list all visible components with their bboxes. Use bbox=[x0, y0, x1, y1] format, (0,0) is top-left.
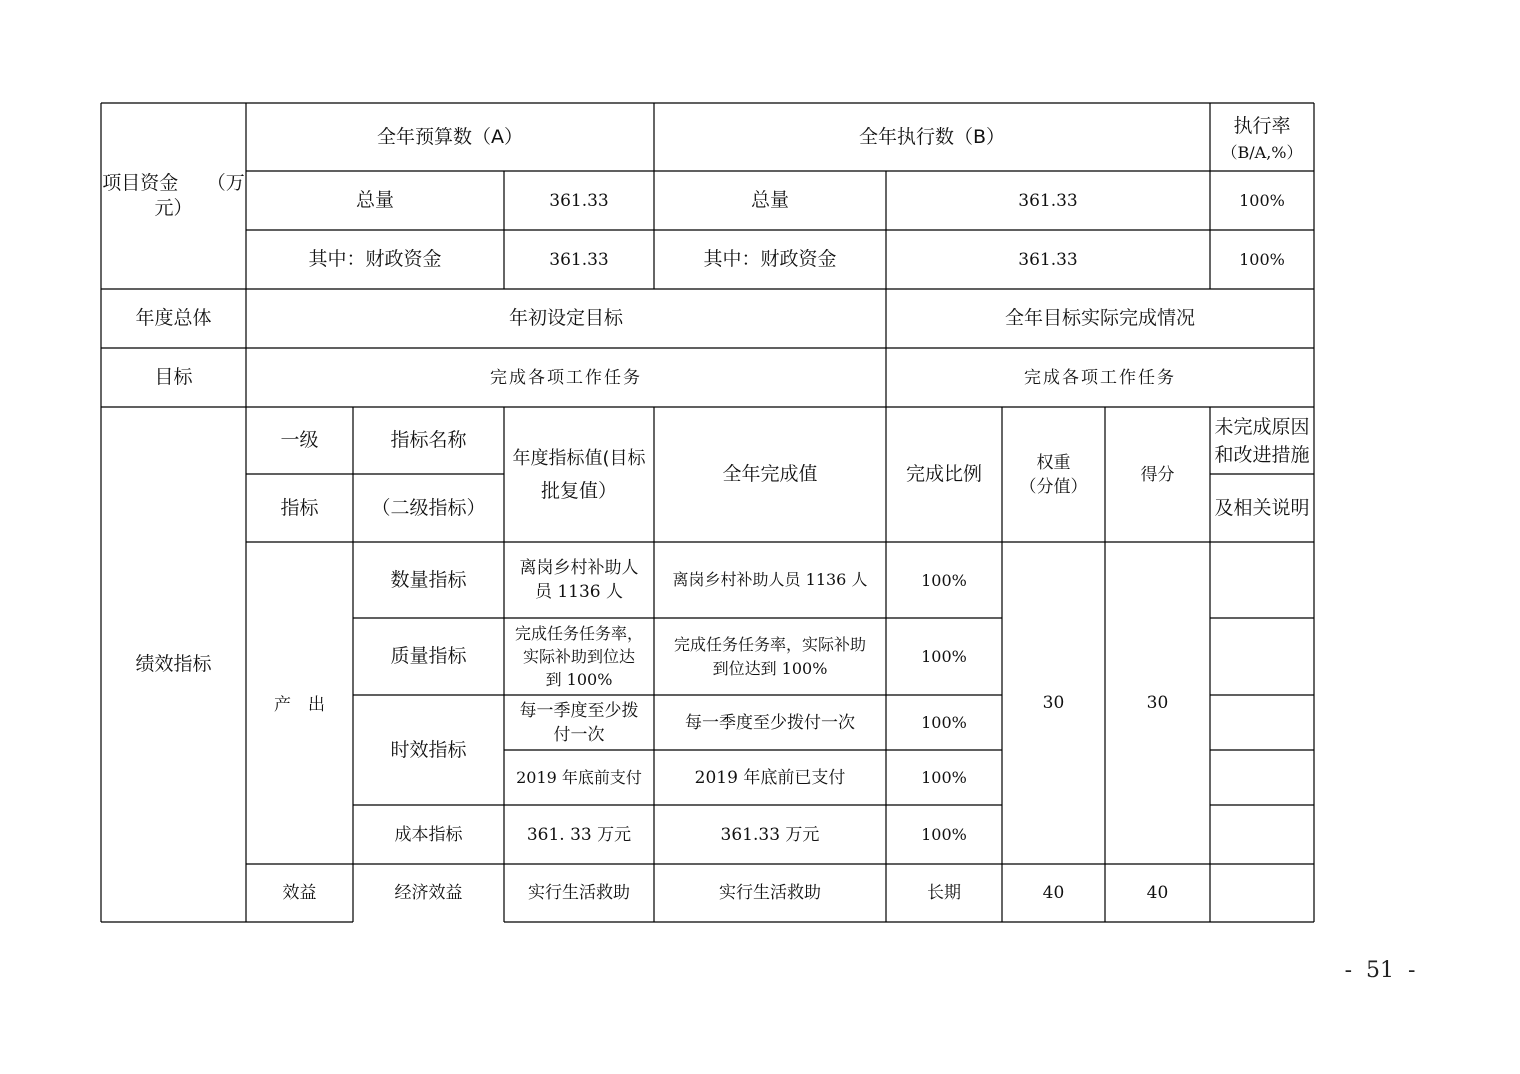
output-score-value: 30 bbox=[1146, 693, 1169, 713]
reason-header-top bbox=[1210, 407, 1314, 474]
performance-label: 绩效指标 bbox=[135, 653, 212, 675]
level1-header-line2: 指标 bbox=[280, 496, 319, 519]
weight-header bbox=[1002, 407, 1105, 542]
actual-goal-value: 完成各项工作任务 bbox=[1024, 367, 1176, 388]
timeliness-completion-2: 2019 年底前已支付 bbox=[694, 767, 846, 788]
target-value-header bbox=[504, 407, 654, 542]
quantity-ratio: 100% bbox=[921, 570, 967, 590]
benefit-target: 实行生活救助 bbox=[528, 883, 630, 903]
reason-header-line1: 未完成原因 bbox=[1214, 415, 1310, 438]
ratio-header: 完成比例 bbox=[905, 463, 982, 485]
total-execution-label: 总量 bbox=[750, 189, 789, 211]
timeliness-completion-1: 每一季度至少拨付一次 bbox=[685, 712, 855, 733]
quantity-target-line2: 员 1136 人 bbox=[534, 582, 624, 602]
quality-ratio: 100% bbox=[921, 647, 967, 666]
timeliness-target-1 bbox=[504, 695, 654, 750]
target-value-header-line2: 批复值） bbox=[540, 479, 617, 502]
total-execution-value: 361.33 bbox=[1018, 190, 1078, 211]
benefit-ratio: 长期 bbox=[927, 883, 961, 903]
quantity-completion: 离岗乡村补助人员 1136 人 bbox=[672, 570, 868, 589]
project-funds-label-line1: 项目资金 （万 bbox=[102, 172, 245, 194]
quality-target-line2: 实际补助到位达 bbox=[522, 647, 635, 666]
benefit-level1-label: 效益 bbox=[282, 883, 317, 903]
quality-indicator-name: 质量指标 bbox=[390, 645, 467, 667]
cost-indicator-name: 成本指标 bbox=[394, 824, 463, 845]
output-level1-label: 产 出 bbox=[274, 695, 325, 715]
output-weight-value: 30 bbox=[1042, 693, 1065, 713]
timeliness-ratio-2: 100% bbox=[921, 768, 967, 787]
rate-header bbox=[1210, 103, 1314, 171]
reason-header-line2: 和改进措施 bbox=[1214, 443, 1310, 466]
total-budget-value: 361.33 bbox=[549, 190, 609, 211]
benefit-weight: 40 bbox=[1042, 883, 1065, 903]
project-funds-label-line2: 元） bbox=[154, 197, 193, 219]
quality-completion-line2: 到位达到 100% bbox=[712, 658, 828, 678]
page-number: - 51 - bbox=[1344, 957, 1416, 983]
actual-goal-header: 全年目标实际完成情况 bbox=[1004, 307, 1195, 329]
initial-goal-header: 年初设定目标 bbox=[508, 307, 623, 329]
completion-header: 全年完成值 bbox=[722, 463, 818, 485]
cost-target: 361. 33 万元 bbox=[526, 824, 632, 845]
weight-header-line2: （分值） bbox=[1019, 476, 1088, 497]
quality-completion bbox=[654, 618, 886, 695]
quantity-target bbox=[504, 542, 654, 618]
execution-header: 全年执行数（B） bbox=[858, 125, 1006, 148]
quality-target-line3: 到 100% bbox=[545, 670, 613, 689]
quality-target-line1: 完成任务任务率， bbox=[514, 624, 643, 643]
indicator-name-header-line1: 指标名称 bbox=[390, 429, 467, 451]
cost-ratio: 100% bbox=[921, 825, 967, 844]
fiscal-execution-label: 其中：财政资金 bbox=[703, 248, 837, 270]
timeliness-target-1-line2: 付一次 bbox=[553, 724, 605, 745]
quantity-indicator-name: 数量指标 bbox=[390, 568, 467, 591]
annual-goal-label-line2: 目标 bbox=[154, 366, 193, 388]
weight-header-line1: 权重 bbox=[1036, 452, 1071, 473]
quality-target bbox=[504, 618, 654, 695]
timeliness-indicator-name: 时效指标 bbox=[390, 738, 467, 761]
target-value-header-line1: 年度指标值(目标 bbox=[512, 447, 646, 469]
budget-header: 全年预算数（A） bbox=[377, 125, 523, 148]
total-label: 总量 bbox=[355, 189, 394, 211]
benefit-score: 40 bbox=[1146, 883, 1169, 903]
level1-header-line1: 一级 bbox=[280, 429, 319, 451]
total-rate-value: 100% bbox=[1239, 191, 1285, 210]
timeliness-target-2: 2019 年底前支付 bbox=[516, 767, 642, 787]
reason-header-line3: 及相关说明 bbox=[1214, 496, 1310, 519]
fiscal-budget-value: 361.33 bbox=[549, 249, 609, 270]
rate-header-line1: 执行率 bbox=[1233, 114, 1291, 137]
timeliness-ratio-1: 100% bbox=[921, 713, 967, 732]
benefit-indicator-name: 经济效益 bbox=[394, 883, 463, 903]
quantity-target-line1: 离岗乡村补助人 bbox=[519, 558, 639, 578]
fiscal-rate-value: 100% bbox=[1239, 250, 1285, 269]
timeliness-target-1-line1: 每一季度至少拨 bbox=[519, 700, 639, 721]
cost-completion: 361.33 万元 bbox=[720, 824, 820, 845]
quality-completion-line1: 完成任务任务率，实际补助 bbox=[673, 634, 866, 654]
fiscal-label: 其中：财政资金 bbox=[308, 248, 442, 270]
score-header: 得分 bbox=[1140, 464, 1175, 485]
fiscal-execution-value: 361.33 bbox=[1018, 249, 1078, 270]
project-funds-label bbox=[101, 103, 246, 289]
rate-header-line2: （B/A,%） bbox=[1221, 142, 1303, 162]
initial-goal-value: 完成各项工作任务 bbox=[490, 367, 642, 388]
indicator-name-header-line2: （二级指标） bbox=[371, 496, 486, 519]
annual-goal-label-line1: 年度总体 bbox=[135, 307, 212, 329]
benefit-completion: 实行生活救助 bbox=[719, 883, 821, 903]
